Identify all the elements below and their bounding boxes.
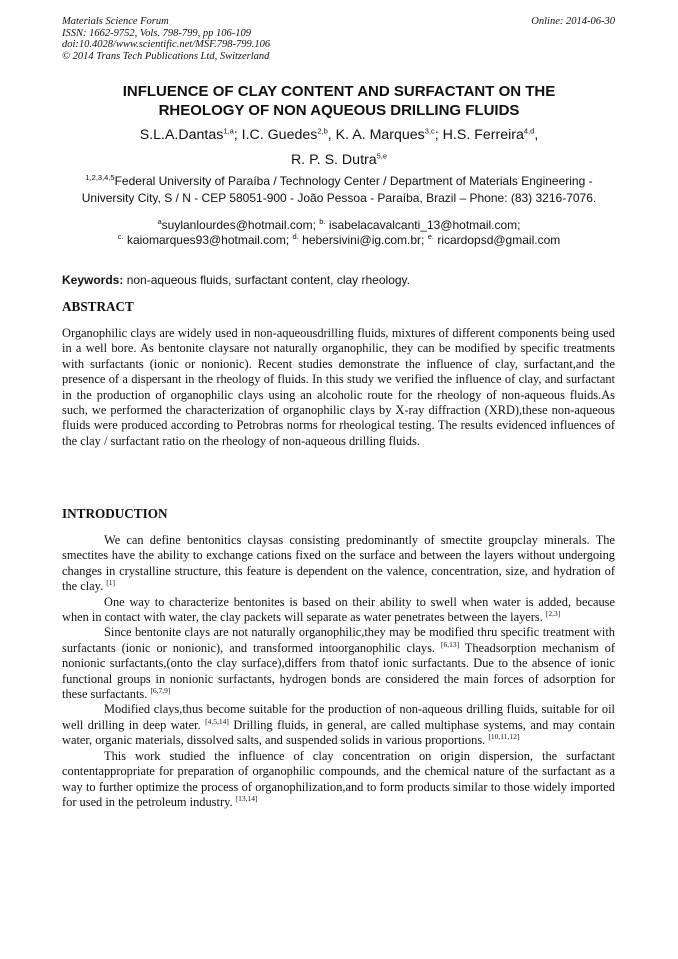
citation: [4,5,14] <box>205 716 229 726</box>
email-link[interactable]: suylanlourdes@hotmail.com; <box>161 218 316 232</box>
author-sup: 4,d <box>523 126 535 136</box>
author-separator: , <box>534 127 539 143</box>
affiliation-line-1 <box>62 173 616 190</box>
author-sup: 5,e <box>376 151 388 161</box>
issn-line: ISSN: 1662-9752, Vols. 798-799, pp 106-109 <box>62 27 251 39</box>
author-line-1 <box>62 123 616 148</box>
paragraph-text: One way to characterize bentonites is based on their ability to swell when water is added, because when in contact with water, the clay packets will separate as water penetrates between the layers. <box>62 594 615 625</box>
abstract-text: Organophilic clays are widely used in non-aqueousdrilling fluids, mixtures of different components being used in a well bore. As bentonite claysare not naturally organophilic, they can be modified by specific treatments with surfactants (ionic or nonionic). Recent studies demonstrate the influence of clay, surfactant,and the presence of a dispersant in the rheology of fluids. In this study we verified the influence of clay, and surfactant in the production of organophilic clays using an alcoholic route for the rheology of non-aqueous fluids.As such, we performed the characterization of organophilic clays by X-ray diffraction (XRD),these non-aqueous fluids were produced according to Petrobras norms for rheological testing. The results evidenced influences of the clay / surfactant ratio on the rheology of non-aqueous drilling fluids. <box>62 326 615 448</box>
affiliation-text: Federal University of Paraíba / Technology Center / Department of Materials Engineering - <box>114 174 593 188</box>
citation: [13,14] <box>235 793 258 803</box>
journal-name: Materials Science Forum <box>62 16 169 27</box>
email-line-1 <box>62 218 616 233</box>
keywords <box>62 273 410 287</box>
email-sup: e. <box>427 232 434 241</box>
author-line-2 <box>62 148 616 173</box>
author-sup: 3,c <box>424 126 435 136</box>
paragraph-text: Since bentonite clays are not naturally organophilic,they may be modified thru specific treatment with surfactants (ionic or nonionic), and transformed intoorganophilic clays. <box>62 625 615 655</box>
author-name: R. P. S. Dutra <box>290 152 377 168</box>
author-name: , K. A. Marques <box>327 127 425 143</box>
affiliation <box>62 173 616 207</box>
email-link[interactable]: hebersivini@ig.com.br; <box>302 233 425 247</box>
author-sup: 1,a <box>223 126 234 136</box>
affiliation-sup: 1,2,3,4,5 <box>85 173 115 182</box>
author-name: S.L.A.Dantas <box>139 127 224 143</box>
intro-paragraph-4 <box>62 702 615 748</box>
intro-paragraph-1 <box>62 533 615 595</box>
email-sup: b. <box>319 217 326 226</box>
author-name: ; H.S. Ferreira <box>434 127 524 143</box>
citation: [2,3] <box>545 608 561 618</box>
abstract-body <box>62 326 615 449</box>
keywords-label: Keywords: <box>62 273 124 287</box>
email-sup: c. <box>117 232 124 241</box>
doi-line: doi:10.4028/www.scientific.net/MSF.798-799.106 <box>62 39 271 50</box>
citation: [6,7,9] <box>150 685 171 695</box>
email-sup: a <box>157 217 162 226</box>
keywords-text: non-aqueous fluids, surfactant content, clay rheology. <box>126 273 410 287</box>
paragraph-text: This work studied the influence of clay concentration on origin dispersion, the surfactant contentappropriate for preparation of organophilic compounds, and the chemical nature of the surfactant as a way to further optimize the process of organophilization,and to form products similar to those widely imported for used in the petroleum industry. <box>62 748 615 809</box>
email-list <box>62 218 616 248</box>
paragraph-text: We can define bentonitics claysas consisting predominantly of smectite groupclay minerals. The smectites have the ability to exchange cations fixed on the surface and between the layers without undergoing changes in crystalline structure, this feature is dependent on the valence, concentration, size, and hydration of the clay. <box>62 533 615 594</box>
paragraph-text: Theadsorption mechanism of nonionic surfactants,(onto the clay surface),differs from thatof ionic surfactants. Due to the absence of ionic functional groups in nonionic surfactants, hydrogen bonds are considered the main forces of adsorption for these surfactants. <box>62 640 615 702</box>
citation: [10,11,12] <box>488 732 520 742</box>
introduction-heading: INTRODUCTION <box>62 506 168 521</box>
affiliation-line-2: University City, S / N - CEP 58051-900 - João Pessoa - Paraíba, Brazil – Phone: (83) 3216-7076. <box>81 191 597 205</box>
citation: [6,13] <box>440 639 460 649</box>
intro-paragraph-2 <box>62 595 615 626</box>
email-link[interactable]: isabelacavalcanti_13@hotmail.com; <box>328 218 521 232</box>
online-date: Online: 2014-06-30 <box>531 16 615 27</box>
title-line-2: RHEOLOGY OF NON AQUEOUS DRILLING FLUIDS <box>158 102 520 119</box>
email-link[interactable]: ricardopsd@gmail.com <box>437 233 561 247</box>
author-name: ; I.C. Guedes <box>233 127 318 143</box>
copyright-line: © 2014 Trans Tech Publications Ltd, Switzerland <box>62 50 270 62</box>
author-sup: 2,b <box>317 126 328 136</box>
email-sup: d. <box>292 232 299 241</box>
paragraph-text: Drilling fluids, in general, are called multiphase systems, and may contain water, organic materials, dissolved salts, and suspended solids in various proportions. <box>62 717 615 748</box>
title-line-1: INFLUENCE OF CLAY CONTENT AND SURFACTANT ON THE <box>122 83 556 100</box>
email-link[interactable]: kaiomarques93@hotmail.com; <box>126 233 290 247</box>
abstract-heading: ABSTRACT <box>62 299 134 314</box>
citation: [1] <box>106 578 116 588</box>
email-line-2 <box>62 233 616 248</box>
intro-paragraph-5 <box>62 749 615 811</box>
journal-header <box>62 16 270 62</box>
paragraph-text: Modified clays,thus become suitable for the production of non-aqueous drilling fluids, suitable for oil well drilling in deep water. <box>62 702 615 732</box>
paper-title <box>62 82 616 120</box>
introduction-body <box>62 533 615 810</box>
author-list <box>62 123 616 173</box>
intro-paragraph-3 <box>62 625 615 702</box>
